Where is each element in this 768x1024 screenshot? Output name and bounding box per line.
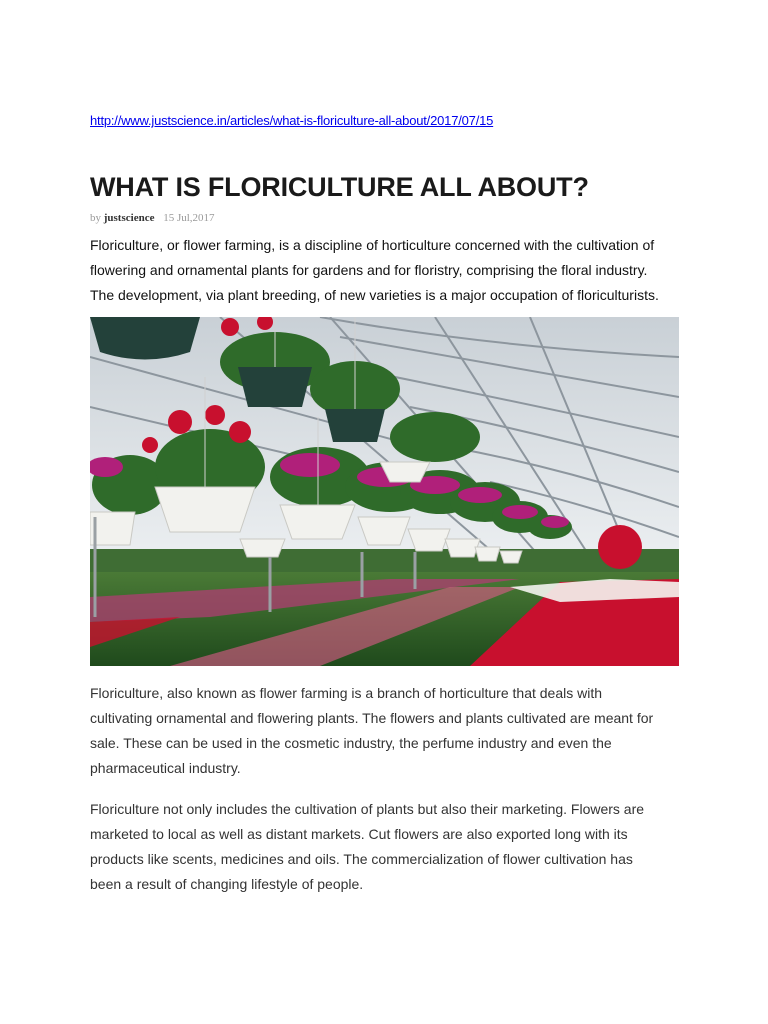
byline-prefix: by xyxy=(90,212,101,224)
paragraph-line: products like scents, medicines and oils. The commercialization of flower cultivation has xyxy=(90,851,633,867)
intro-line: Floriculture, or flower farming, is a discipline of horticulture concerned with the cultivation of xyxy=(90,237,655,253)
paragraph-line: cultivating ornamental and flowering plants. The flowers and plants cultivated are meant for xyxy=(90,710,654,726)
paragraph-line: been a result of changing lifestyle of people. xyxy=(90,876,364,892)
body-paragraph-1 xyxy=(90,681,690,781)
paragraph-line: pharmaceutical industry. xyxy=(90,760,241,776)
intro-paragraph xyxy=(90,233,690,308)
article-title: WHAT IS FLORICULTURE ALL ABOUT? xyxy=(90,172,589,202)
body-paragraph-2 xyxy=(90,797,690,897)
source-url-link[interactable]: http://www.justscience.in/articles/what-is-floriculture-all-about/2017/07/15 xyxy=(90,113,494,128)
paragraph-line: sale. These can be used in the cosmetic industry, the perfume industry and even the xyxy=(90,735,612,751)
intro-line: flowering and ornamental plants for gardens and for floristry, comprising the floral industry. xyxy=(90,262,648,278)
paragraph-line: Floriculture, also known as flower farming is a branch of horticulture that deals with xyxy=(90,685,603,701)
publish-date: 15 Jul,2017 xyxy=(163,212,215,224)
byline xyxy=(90,212,215,224)
intro-line: The development, via plant breeding, of new varieties is a major occupation of floriculturists. xyxy=(90,287,659,303)
paragraph-line: Floriculture not only includes the cultivation of plants but also their marketing. Flowers are xyxy=(90,801,645,817)
author-name[interactable]: justscience xyxy=(103,212,155,224)
greenhouse-flowers-photo xyxy=(90,317,679,666)
paragraph-line: marketed to local as well as distant markets. Cut flowers are also exported long with its xyxy=(90,826,628,842)
